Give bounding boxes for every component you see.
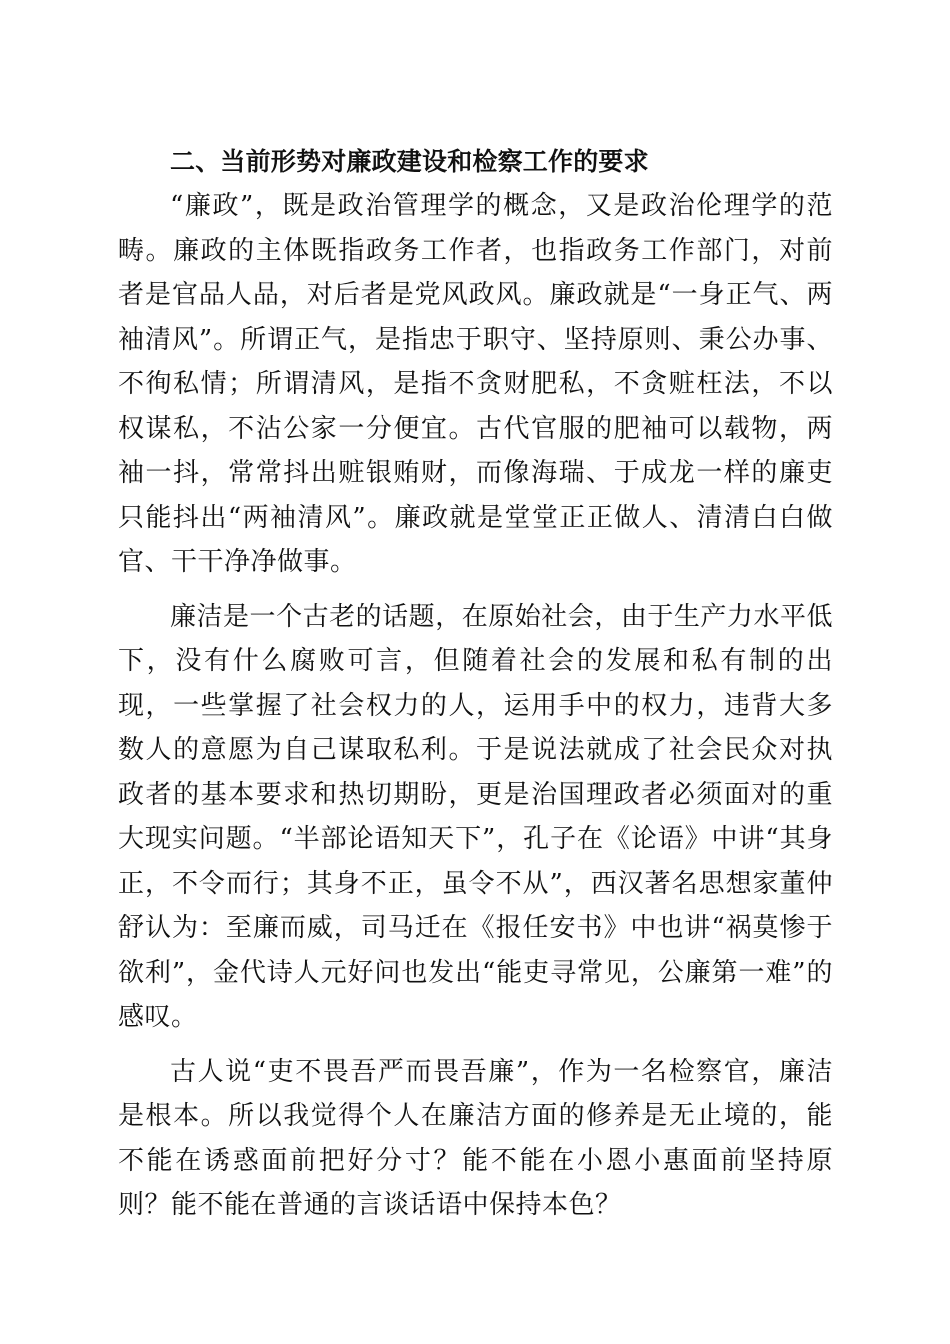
paragraph-lianzheng-definition: “廉政”，既是政治管理学的概念，又是政治伦理学的范畴。廉政的主体既指政务工作者，也指政务工作部门，对前者是官品人品，对后者是党风政风。廉政就是“一身正气、两袖清风”。所谓正气，是指忠于职守、坚持原则、秉公办事、不徇私情；所谓清风，是指不贪财肥私，不贪赃枉法，不以权谋私，不沾公家一分便宜。古代官服的肥袖可以载物，两袖一抖，常常抖出赃银贿财，而像海瑞、于成龙一样的廉吏只能抖出“两袖清风”。廉政就是堂堂正正做人、清清白白做官、干干净净做事。 [118,191,833,577]
document-body [118,140,833,1238]
paragraph-lianjie-history: 廉洁是一个古老的话题，在原始社会，由于生产力水平低下，没有什么腐败可言，但随着社会的发展和私有制的出现，一些掌握了社会权力的人，运用手中的权力，违背大多数人的意愿为自己谋取私利。于是说法就成了社会民众对执政者的基本要求和热切期盼，更是治国理政者必须面对的重大现实问题。“半部论语知天下”，孔子在《论语》中讲“其身正，不令而行；其身不正，虽令不从”，西汉著名思想家董仲舒认为：至廉而威，司马迁在《报任安书》中也讲“祸莫惨于欲利”，金代诗人元好问也发出“能吏寻常见，公廉第一难”的感叹。 [118,601,833,1032]
paragraph-prosecutor-integrity: 古人说“吏不畏吾严而畏吾廉”，作为一名检察官，廉洁是根本。所以我觉得个人在廉洁方面的修养是无止境的，能不能在诱惑面前把好分寸？能不能在小恩小惠面前坚持原则？能不能在普通的言谈话语中保持本色？ [118,1056,833,1220]
section-heading: 二、当前形势对廉政建设和检察工作的要求 [170,147,649,176]
